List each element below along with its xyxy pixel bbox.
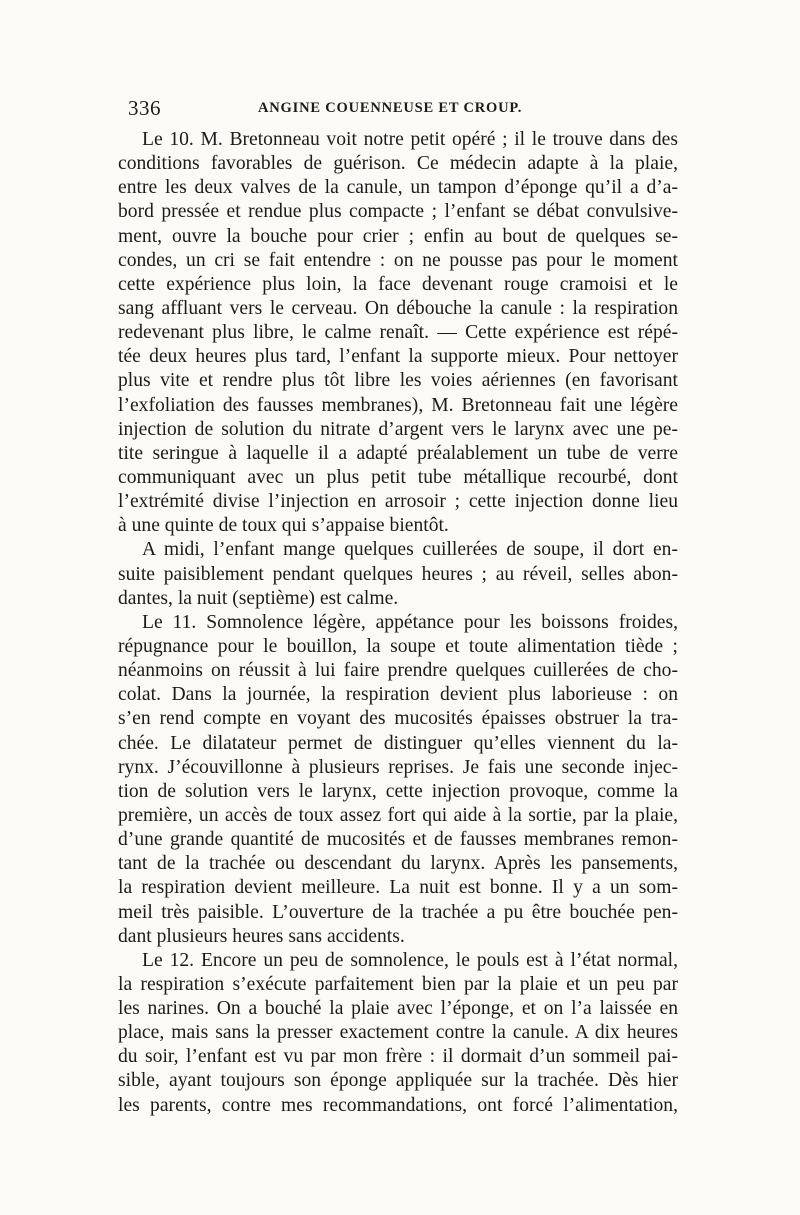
text-line: meil très paisible. L’ouverture de la trachée a pu être bouchée pen- bbox=[118, 901, 678, 923]
page-number: 336 bbox=[128, 96, 161, 120]
text-line: tant de la trachée ou descendant du larynx. Après les pansements, bbox=[118, 853, 678, 875]
text-line: la respiration s’exécute parfaitement bien par la plaie et un peu par bbox=[118, 973, 678, 995]
text-line: Le 11. Somnolence légère, appétance pour les boissons froides, bbox=[142, 611, 678, 633]
text-line: l’exfoliation des fausses membranes), M. Bretonneau fait une légère bbox=[118, 394, 678, 416]
text-line: du soir, l’enfant est vu par mon frère : il dormait d’un sommeil pai- bbox=[118, 1046, 678, 1068]
text-line: répugnance pour le bouillon, la soupe et toute alimentation tiède ; bbox=[118, 635, 678, 657]
text-line: les parents, contre mes recommandations, ont forcé l’alimentation, bbox=[118, 1094, 678, 1116]
text-line: bord pressée et rendue plus compacte ; l’enfant se débat convulsive- bbox=[118, 201, 678, 223]
text-line: les narines. On a bouché la plaie avec l’éponge, et on l’a laissée en bbox=[118, 998, 678, 1020]
text-line: condes, un cri se fait entendre : on ne pousse pas pour le moment bbox=[118, 249, 678, 271]
text-line: Le 12. Encore un peu de somnolence, le pouls est à l’état normal, bbox=[142, 949, 678, 971]
text-line: l’extrémité divise l’injection en arrosoir ; cette injection donne lieu bbox=[118, 491, 678, 513]
text-line: dantes, la nuit (septième) est calme. bbox=[118, 587, 399, 609]
text-line: sang affluant vers le cerveau. On débouche la canule : la respiration bbox=[118, 297, 678, 319]
text-line: s’en rend compte en voyant des mucosités épaisses obstruer la tra- bbox=[118, 708, 678, 730]
text-line: dant plusieurs heures sans accidents. bbox=[118, 925, 405, 947]
text-line: A midi, l’enfant mange quelques cuillerées de soupe, il dort en- bbox=[142, 539, 678, 561]
text-line: chée. Le dilatateur permet de distinguer qu’elles viennent du la- bbox=[118, 732, 678, 754]
body-text bbox=[118, 128, 678, 1118]
text-line: suite paisiblement pendant quelques heures ; au réveil, selles abon- bbox=[118, 563, 678, 585]
text-line: tion de solution vers le larynx, cette injection provoque, comme la bbox=[118, 780, 678, 802]
text-line: tée deux heures plus tard, l’enfant la supporte mieux. Pour nettoyer bbox=[118, 346, 678, 368]
text-line: ment, ouvre la bouche pour crier ; enfin au bout de quelques se- bbox=[118, 225, 678, 247]
text-line: néanmoins on réussit à lui faire prendre quelques cuillerées de cho- bbox=[118, 660, 678, 682]
text-line: Le 10. M. Bretonneau voit notre petit opéré ; il le trouve dans des bbox=[142, 129, 678, 150]
running-title: ANGINE COUENNEUSE ET CROUP. bbox=[258, 100, 523, 116]
text-line: sible, ayant toujours son éponge appliquée sur la trachée. Dès hier bbox=[118, 1070, 678, 1092]
text-line: plus vite et rendre plus tôt libre les voies aériennes (en favorisant bbox=[118, 370, 678, 392]
text-line: colat. Dans la journée, la respiration devient plus laborieuse : on bbox=[118, 684, 678, 706]
page-header bbox=[128, 96, 673, 124]
text-line: entre les deux valves de la canule, un tampon d’éponge qu’il a d’a- bbox=[118, 177, 678, 199]
text-line: rynx. J’écouvillonne à plusieurs reprises. Je fais une seconde injec- bbox=[118, 756, 678, 778]
text-line: cette expérience plus loin, la face devenant rouge cramoisi et le bbox=[118, 273, 678, 295]
text-line: première, un accès de toux assez fort qui aide à la sortie, par la plaie, bbox=[118, 804, 678, 826]
text-line: tite seringue à laquelle il a adapté préalablement un tube de verre bbox=[118, 442, 678, 464]
text-line: injection de solution du nitrate d’argent vers le larynx avec une pe- bbox=[118, 418, 678, 440]
text-line: à une quinte de toux qui s’appaise bientôt. bbox=[118, 515, 449, 537]
text-line: redevenant plus libre, le calme renaît. — Cette expérience est répé- bbox=[118, 322, 678, 344]
text-line: d’une grande quantité de mucosités et de fausses membranes remon- bbox=[118, 829, 678, 851]
text-line: la respiration devient meilleure. La nuit est bonne. Il y a un som- bbox=[118, 877, 678, 899]
text-line: place, mais sans la presser exactement contre la canule. A dix heures bbox=[118, 1022, 678, 1044]
text-line: communiquant avec un plus petit tube métallique recourbé, dont bbox=[118, 466, 678, 488]
text-line: conditions favorables de guérison. Ce médecin adapte à la plaie, bbox=[118, 153, 678, 175]
